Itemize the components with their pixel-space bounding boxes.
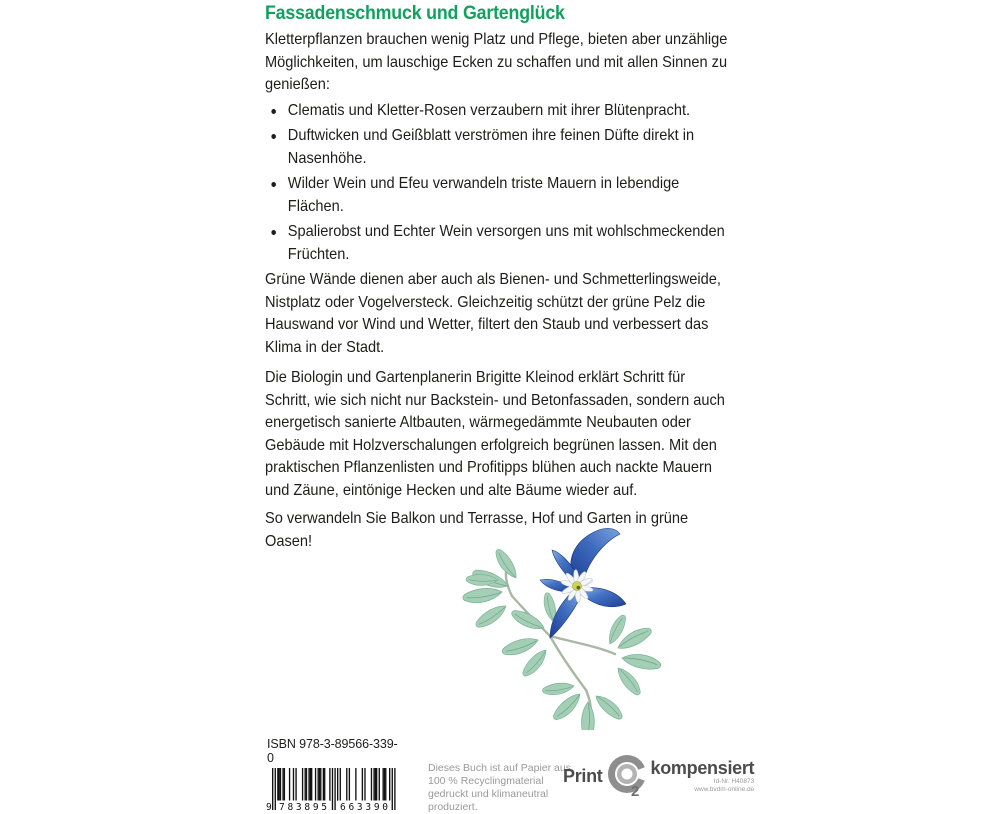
- kompensiert-word: kompensiert: [650, 758, 755, 778]
- author-paragraph: Die Biologin und Gartenplanerin Brigitte Kleinod erklärt Schritt für Schritt, wie sich nicht nur Backstein- und Betonfassaden, sondern auch energetisch sanierte Altbauten, wärmegedämmte Neubauten oder Gebäude mit Holzverschalungen erfolgreich begrünen lassen. Mit den praktischen Pflanzenlisten und Profitipps blühen auch nackte Mauern und Zäune, eintönige Hecken und alte Bäume wieder auf.: [265, 369, 725, 499]
- page-title: Fassadenschmuck und Gartenglück: [265, 2, 565, 24]
- svg-text:783895: 783895: [279, 802, 327, 812]
- bullet-dot-icon: [271, 134, 276, 139]
- print-co2-kompensiert-logo: [563, 752, 755, 800]
- svg-text:663390: 663390: [340, 802, 388, 812]
- intro-paragraph: Kletterpflanzen brauchen wenig Platz und Pflege, bieten aber unzählige Möglichkeiten, um lauschige Ecken zu schaffen und mit allen Sinnen zu genießen:: [265, 31, 728, 93]
- list-item: [265, 100, 728, 123]
- logo-url-line: www.bvdm-online.de: [694, 786, 755, 793]
- plant-bullet-list: [265, 100, 728, 267]
- isbn-label: ISBN 978-3-89566-339-0: [267, 737, 398, 765]
- benefits-paragraph: Grüne Wände dienen aber auch als Bienen- und Schmetterlingsweide, Nistplatz oder Vogelversteck. Gleichzeitig schützt der grüne Pelz die Hauswand vor Wind und Wetter, filtert den Staub und verbessert das Klima in der Stadt.: [265, 271, 721, 356]
- ean13-barcode: [266, 768, 397, 812]
- list-item-text: Clematis und Kletter-Rosen verzaubern mit ihrer Blütenpracht.: [287, 101, 691, 119]
- print-logo-word: Print: [563, 765, 603, 786]
- list-item-text: Wilder Wein und Efeu verwandeln triste Mauern in lebendige Flächen.: [287, 175, 680, 215]
- list-item-text: Duftwicken und Geißblatt verströmen ihre feinen Düfte direkt in Nasenhöhe.: [287, 127, 695, 167]
- bullet-dot-icon: [271, 109, 276, 114]
- svg-text:9: 9: [266, 802, 272, 812]
- list-item: [265, 125, 728, 170]
- paper-note: Dieses Buch ist auf Papier aus 100 % Recyclingmaterial gedruckt und klimaneutral produziert.: [428, 762, 571, 813]
- co2-subscript: 2: [630, 783, 639, 798]
- back-cover-text: [265, 2, 728, 562]
- clematis-flower-illustration: [450, 522, 740, 730]
- list-item: [265, 221, 728, 266]
- logo-id-line: Id-Nr. H40873: [713, 778, 755, 785]
- kompensiert-block: [651, 758, 755, 794]
- closing-line: So verwandeln Sie Balkon und Terrasse, Hof und Garten in grüne Oasen!: [265, 510, 689, 550]
- co2-circle-icon: [606, 754, 648, 798]
- bullet-dot-icon: [271, 182, 276, 187]
- bullet-dot-icon: [271, 230, 276, 235]
- list-item: [265, 173, 728, 218]
- list-item-text: Spalierobst und Echter Wein versorgen uns mit wohlschmeckenden Früchten.: [287, 223, 725, 263]
- isbn-block: [266, 737, 398, 812]
